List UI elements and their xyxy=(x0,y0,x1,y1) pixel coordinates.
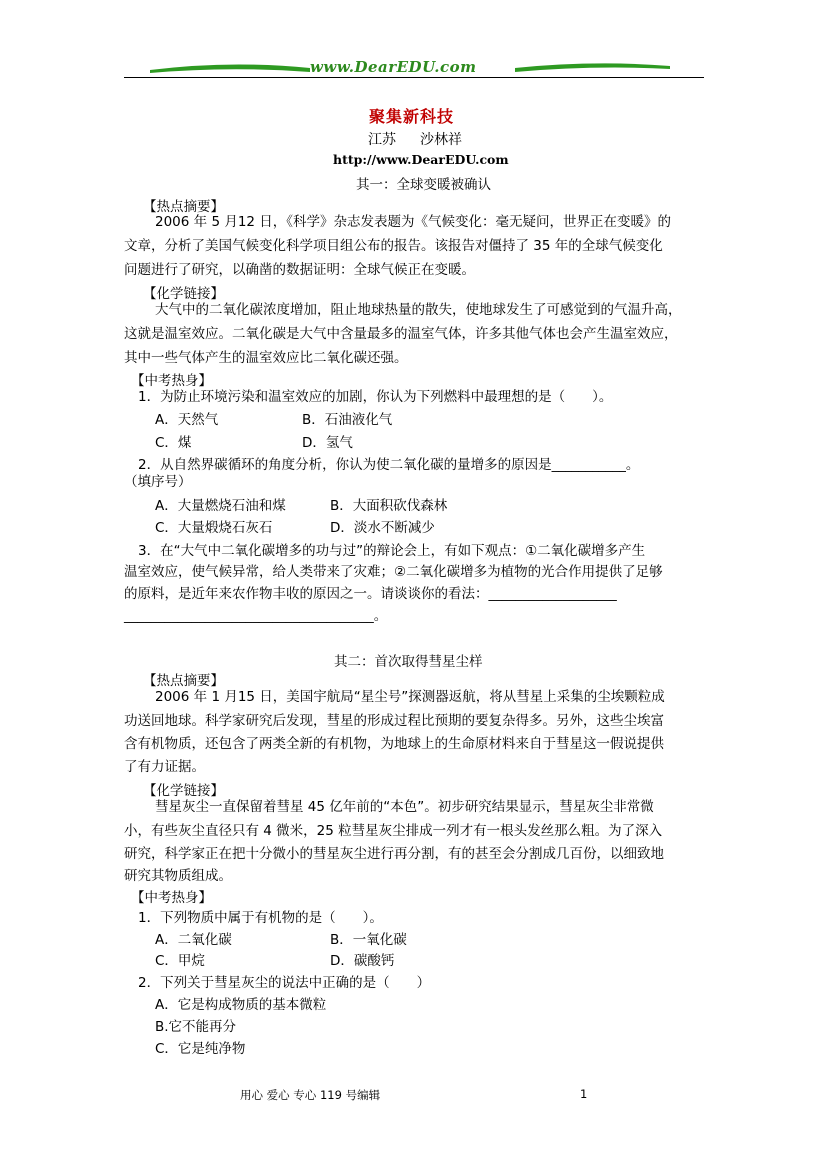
part2-exam-label: 【中考热身】 xyxy=(131,890,212,906)
part1-question-2: 2．从自然界碳循环的角度分析，你认为使二氧化碳的量增多的原因是___________。 xyxy=(138,457,640,473)
part1-q2-option-d[interactable]: D．淡水不断减少 xyxy=(330,520,435,536)
part2-hot-line: 功送回地球。科学家研究后发现，彗星的形成过程比预期的要复杂得多。另外，这些尘埃富 xyxy=(124,713,664,729)
part2-q1-option-b[interactable]: B．一氧化碳 xyxy=(330,932,407,948)
part1-hot-line: 文章，分析了美国气候变化科学项目组公布的报告。该报告对僵持了 35 年的全球气候变化 xyxy=(124,238,663,254)
part1-q2-option-c[interactable]: C．大量煅烧石灰石 xyxy=(155,520,273,536)
part2-chem-line: 研究，科学家正在把十分微小的彗星灰尘进行再分割，有的甚至会分割成几百份，以细致地 xyxy=(124,846,664,862)
part2-q1-option-c[interactable]: C．甲烷 xyxy=(155,953,205,969)
part2-hot-line: 2006 年 1 月15 日，美国宇航局“星尘号”探测器返航，将从彗星上采集的尘埃颗粒成 xyxy=(155,689,665,705)
part1-chem-line: 大气中的二氧化碳浓度增加，阻止地球热量的散失，使地球发生了可感觉到的气温升高， xyxy=(155,302,682,318)
part1-question-1: 1．为防止环境污染和温室效应的加剧，你认为下列燃料中最理想的是（ ）。 xyxy=(138,389,613,405)
part2-q1-option-d[interactable]: D．碳酸钙 xyxy=(330,953,395,969)
part2-q2-option-c[interactable]: C．它是纯净物 xyxy=(155,1041,246,1057)
part2-q1-option-a[interactable]: A．二氧化碳 xyxy=(155,932,232,948)
part1-q1-option-c[interactable]: C．煤 xyxy=(155,435,192,451)
source-url[interactable]: http://www.DearEDU.com xyxy=(333,152,509,167)
part2-q2-option-b[interactable]: B.它不能再分 xyxy=(155,1019,237,1035)
part1-question-3-line: 的原料，是近年来农作物丰收的原因之一。请谈谈你的看法：___________________ xyxy=(124,586,617,602)
part1-q2-option-b[interactable]: B．大面积砍伐森林 xyxy=(330,498,448,514)
part2-q2-option-a[interactable]: A．它是构成物质的基本微粒 xyxy=(155,997,327,1013)
part1-hot-line: 2006 年 5 月12 日，《科学》杂志发表题为《气候变化：毫无疑问，世界正在变暖》的 xyxy=(155,214,672,230)
part2-heading: 其二：首次取得彗星尘样 xyxy=(334,654,483,670)
part1-q1-option-b[interactable]: B．石油液化气 xyxy=(302,412,393,428)
header-logo-text: www.DearEDU.com xyxy=(310,58,477,76)
part2-chem-line: 小，有些灰尘直径只有 4 微米，25 粒彗星灰尘排成一列才有一根头发丝那么粗。为了深入 xyxy=(124,823,663,839)
page-number: 1 xyxy=(580,1087,588,1101)
part1-chem-line: 其中一些气体产生的温室效应比二氧化碳还强。 xyxy=(124,350,408,366)
part1-question-2-note: （填序号） xyxy=(124,474,192,490)
part2-chem-line: 研究其物质组成。 xyxy=(124,868,232,884)
part2-chem-line: 彗星灰尘一直保留着彗星 45 亿年前的“本色”。初步研究结果显示，彗星灰尘非常微 xyxy=(155,799,654,815)
part1-q1-option-d[interactable]: D．氢气 xyxy=(302,435,353,451)
author-name: 沙林祥 xyxy=(420,132,462,148)
header-rule xyxy=(124,77,704,78)
part2-hot-label: 【热点摘要】 xyxy=(143,673,224,689)
part1-q2-option-a[interactable]: A．大量燃烧石油和煤 xyxy=(155,498,286,514)
page-title: 聚集新科技 xyxy=(369,107,455,126)
part1-hot-line: 问题进行了研究，以确凿的数据证明：全球气候正在变暖。 xyxy=(124,262,475,278)
part1-question-3-line: 温室效应，使气候异常，给人类带来了灾难；②二氧化碳增多为植物的光合作用提供了足够 xyxy=(124,564,663,580)
footer-text: 用心 爱心 专心 119 号编辑 xyxy=(240,1088,381,1102)
part1-exam-label: 【中考热身】 xyxy=(131,373,212,389)
part1-heading: 其一：全球变暖被确认 xyxy=(356,177,491,193)
part2-chem-label: 【化学链接】 xyxy=(143,783,224,799)
part1-chem-line: 这就是温室效应。二氧化碳是大气中含量最多的温室气体，许多其他气体也会产生温室效应， xyxy=(124,326,678,342)
part1-q1-option-a[interactable]: A．天然气 xyxy=(155,412,219,428)
part1-question-3: 3．在“大气中二氧化碳增多的功与过”的辩论会上，有如下观点：①二氧化碳增多产生 xyxy=(138,543,646,559)
part2-question-2: 2．下列关于彗星灰尘的说法中正确的是（ ） xyxy=(138,975,431,991)
author-region: 江苏 xyxy=(368,132,396,148)
part2-hot-line: 含有机物质，还包含了两类全新的有机物，为地球上的生命原材料来自于彗星这一假说提供 xyxy=(124,736,664,752)
part1-answer-blank[interactable]: _____________________________________。 xyxy=(124,608,388,624)
part1-hot-label: 【热点摘要】 xyxy=(143,199,224,215)
part2-question-1: 1．下列物质中属于有机物的是（ ）。 xyxy=(138,910,383,926)
part2-hot-line: 了有力证据。 xyxy=(124,759,205,775)
part1-chem-label: 【化学链接】 xyxy=(143,286,224,302)
